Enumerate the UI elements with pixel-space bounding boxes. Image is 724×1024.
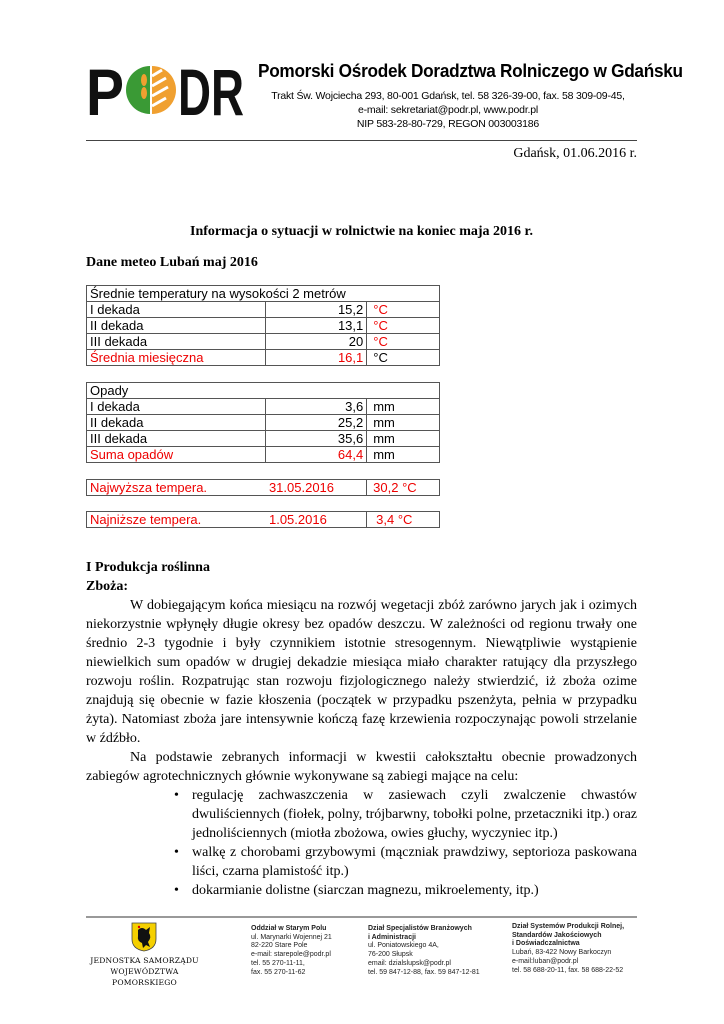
row-unit: mm [367, 399, 440, 415]
min-temperature-table [86, 511, 440, 528]
paragraph: W dobiegającym końca miesiącu na rozwój wegetacji zbóż zarówno jarych jak i ozimych niekorzystnie wpłynęły długie okresy bez opadów deszczu. W zależności od regionu trwały one średnio 2-3 tygodnie i były czynnikiem istotnie stresogennym. Niewątpliwie wystąpienie niewielkich sum opadów w drugiej dekadzie miesiąca miało charakter ratujący dla przyszłego rozwoju roślin. Rozpatrując stan rozwoju fizjologicznego należy stwierdzić, iż zboża ozime znajdują się obecnie w fazie kłoszenia (początek w przypadku pszenżyta, pełnia w przypadku żyta). Natomiast zboża jare intensywnie kończą fazę krzewienia rozpoczynając powoli strzelanie w źdźbło. [86, 598, 637, 746]
row-value: 15,2 [265, 302, 367, 318]
branch-title: Standardów Jakościowych [512, 931, 602, 939]
max-temp-label: Najwyższa tempera. [87, 480, 265, 496]
list-item: • walkę z chorobami grzybowymi (mączniak prawdziwy, septorioza paskowana liści, czarna plamistość itp.) [174, 843, 637, 881]
branch-line: 82-220 Stare Pole [251, 942, 308, 950]
footer-branch-stare-pole [251, 925, 332, 977]
row-value: 64,4 [265, 447, 367, 463]
table-row [87, 431, 440, 447]
row-label: I dekada [87, 399, 266, 415]
row-label: II dekada [87, 415, 266, 431]
row-label: III dekada [87, 431, 266, 447]
row-unit: °C [367, 302, 440, 318]
row-value: 20 [265, 334, 367, 350]
row-label: II dekada [87, 318, 266, 334]
crest-caption-line: JEDNOSTKA SAMORZĄDU [90, 956, 199, 965]
svg-text:P: P [86, 55, 124, 129]
branch-title: Dział Systemów Produkcji Rolnej, [512, 923, 625, 930]
row-label: III dekada [87, 334, 266, 350]
max-temp-date: 31.05.2016 [265, 480, 367, 496]
document-title: Informacja o sytuacji w rolnictwie na koniec maja 2016 r. [190, 224, 533, 239]
min-temp-value: 3,4 °C [367, 512, 440, 528]
row-unit: °C [367, 350, 440, 366]
griffin-crest-icon [131, 922, 157, 952]
meteo-heading: Dane meteo Lubań maj 2016 [86, 255, 258, 270]
branch-line: tel. 59 847-12-88, fax. 59 847-12-81 [368, 968, 480, 976]
branch-line: tel. 58 688-20-11, fax. 58 688-22-52 [512, 966, 624, 974]
branch-line: e-mail:luban@podr.pl [512, 957, 579, 965]
svg-text:DR: DR [178, 55, 244, 129]
branch-line: e-mail: starepole@podr.pl [251, 951, 331, 959]
branch-line: email: dzialslupsk@podr.pl [368, 959, 451, 967]
crest-caption [86, 955, 203, 988]
row-unit: mm [367, 431, 440, 447]
row-value: 35,6 [265, 431, 367, 447]
org-address [258, 89, 638, 131]
section-heading: I Produkcja roślinna [86, 560, 210, 575]
branch-line: ul. Poniatowskiego 4A, [368, 942, 439, 950]
podr-logo [86, 55, 244, 129]
table-row [87, 415, 440, 431]
table-row [87, 318, 440, 334]
row-value: 3,6 [265, 399, 367, 415]
branch-line: Lubań, 83-422 Nowy Barkoczyn [512, 949, 612, 957]
org-name: Pomorski Ośrodek Doradztwa Rolniczego w Gdańsku [258, 60, 683, 81]
table-row [87, 302, 440, 318]
footer-branch-luban [512, 923, 624, 975]
subsection-heading: Zboża: [86, 579, 128, 594]
footer-branch-slupsk [368, 925, 480, 977]
document-date: Gdańsk, 01.06.2016 r. [513, 146, 637, 161]
row-value: 25,2 [265, 415, 367, 431]
table-header: Średnie temperatury na wysokości 2 metrów [87, 286, 440, 302]
min-temp-label: Najniższe tempera. [87, 512, 265, 528]
row-unit: °C [367, 334, 440, 350]
row-label: Suma opadów [87, 447, 266, 463]
paragraph: Na podstawie zebranych informacji w kwestii całokształtu obecnie prowadzonych zabiegów agrotechnicznych głównie wykonywane są zabiegi mające na celu: [86, 750, 637, 784]
table-header: Opady [87, 383, 440, 399]
precipitation-table [86, 382, 440, 463]
branch-title: i Administracji [368, 933, 416, 941]
branch-line: fax. 55 270-11-62 [251, 968, 306, 976]
branch-line: tel. 55 270-11-11, [251, 959, 305, 967]
list-item: • dokarmianie dolistne (siarczan magnezu, mikroelementy, itp.) [174, 881, 637, 900]
table-row [87, 447, 440, 463]
branch-title: Dział Specjalistów Branżowych [368, 925, 472, 932]
table-row [87, 350, 440, 366]
row-value: 16,1 [265, 350, 367, 366]
row-unit: mm [367, 415, 440, 431]
row-unit: °C [367, 318, 440, 334]
bullet-list [174, 786, 637, 900]
table-row [87, 399, 440, 415]
branch-title: Oddział w Starym Polu [251, 925, 327, 932]
temperature-table [86, 285, 440, 366]
row-unit: mm [367, 447, 440, 463]
address-line: Trakt Św. Wojciecha 293, 80-001 Gdańsk, tel. 58 326-39-00, fax. 58 309-09-45, [271, 90, 625, 102]
branch-title: i Doświadczalnictwa [512, 940, 580, 948]
list-item: • regulację zachwaszczenia w zasiewach czyli zwalczenie chwastów dwuliściennych (fiołek, polny, trójbarwny, tobołki polne, przetaczniki itp.) oraz jednoliściennych (miotła zbożowa, owies głuchy, wyczyniec itp.) [174, 786, 637, 843]
max-temp-value: 30,2 °C [367, 480, 440, 496]
branch-line: 76-200 Słupsk [368, 951, 413, 959]
nip-line: NIP 583-28-80-729, REGON 003003186 [356, 118, 540, 130]
row-label: I dekada [87, 302, 266, 318]
crest-caption-line: WOJEWÓDZTWA POMORSKIEGO [110, 967, 179, 987]
body-text [86, 558, 637, 900]
row-label: Średnia miesięczna [87, 350, 266, 366]
table-row [87, 334, 440, 350]
branch-line: ul. Marynarki Wojennej 21 [251, 933, 332, 941]
contact-line: e-mail: sekretariat@podr.pl, www.podr.pl [357, 104, 539, 116]
header-divider [86, 140, 637, 141]
footer-divider [86, 916, 637, 918]
row-value: 13,1 [265, 318, 367, 334]
min-temp-date: 1.05.2016 [265, 512, 367, 528]
max-temperature-table [86, 479, 440, 496]
